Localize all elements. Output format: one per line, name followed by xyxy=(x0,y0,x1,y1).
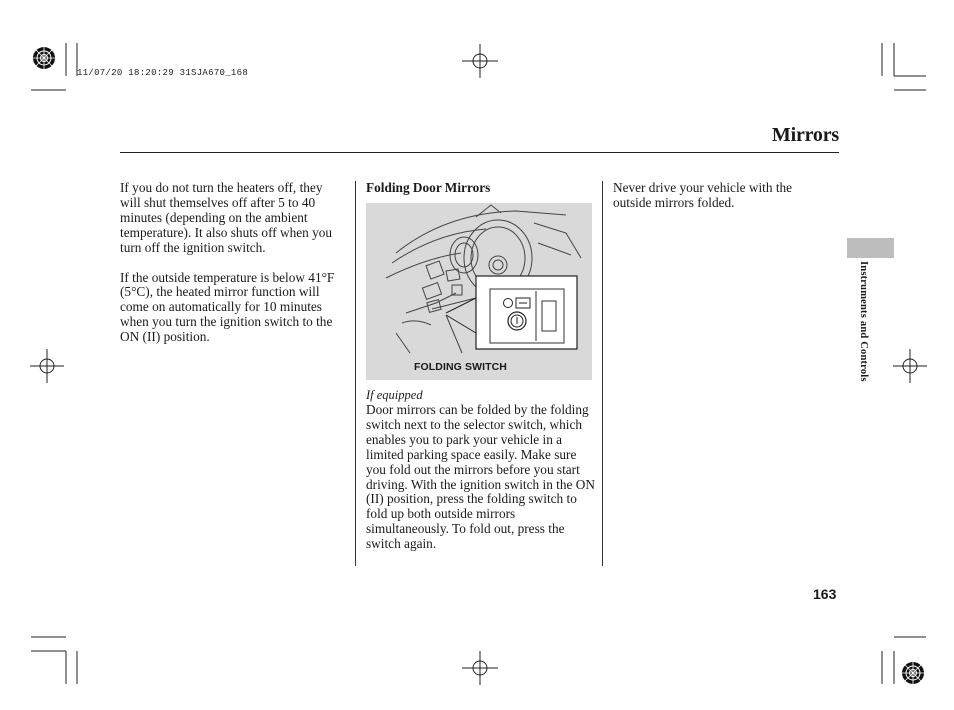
page-number: 163 xyxy=(813,586,837,602)
figure-caption: FOLDING SWITCH xyxy=(414,361,507,373)
print-stamp: 11/07/20 18:20:29 31SJA670_168 xyxy=(77,68,249,78)
column-2-body xyxy=(366,403,596,552)
dashboard-drawing xyxy=(366,203,592,380)
section-heading: Folding Door Mirrors xyxy=(366,180,491,195)
registration-target-top-left xyxy=(33,47,55,69)
column-2 xyxy=(366,181,596,196)
chapter-label: Instruments and Controls xyxy=(858,261,869,382)
paragraph: Door mirrors can be folded by the folding switch next to the selector switch, which enables you to park your vehicle in a limited parking space easily. Make sure you fold out the mirrors before you start driving. With the ignition switch in the ON (II) position, press the folding switch to fold up both outside mirrors simultaneously. To fold out, press the switch again. xyxy=(366,402,595,552)
column-divider xyxy=(355,181,356,566)
registration-target-bottom-right xyxy=(902,662,924,684)
chapter-tab xyxy=(847,238,894,258)
folding-switch-illustration xyxy=(366,203,592,380)
paragraph: Never drive your vehicle with the outside mirrors folded. xyxy=(613,180,793,210)
title-rule xyxy=(120,152,839,153)
column-divider xyxy=(602,181,603,566)
paragraph: If the outside temperature is below 41°F (5°C), the heated mirror function will come on automatically for 10 minutes when you turn the ignition switch to the ON (II) position. xyxy=(120,269,335,345)
page-title: Mirrors xyxy=(771,124,839,146)
column-3 xyxy=(613,181,828,211)
column-1 xyxy=(120,181,345,345)
equipment-note: If equipped xyxy=(366,388,423,402)
paragraph: If you do not turn the heaters off, they will shut themselves off after 5 to 40 minutes (depending on the ambient temperature). It also shuts off when you turn off the ignition switch. xyxy=(120,180,333,255)
